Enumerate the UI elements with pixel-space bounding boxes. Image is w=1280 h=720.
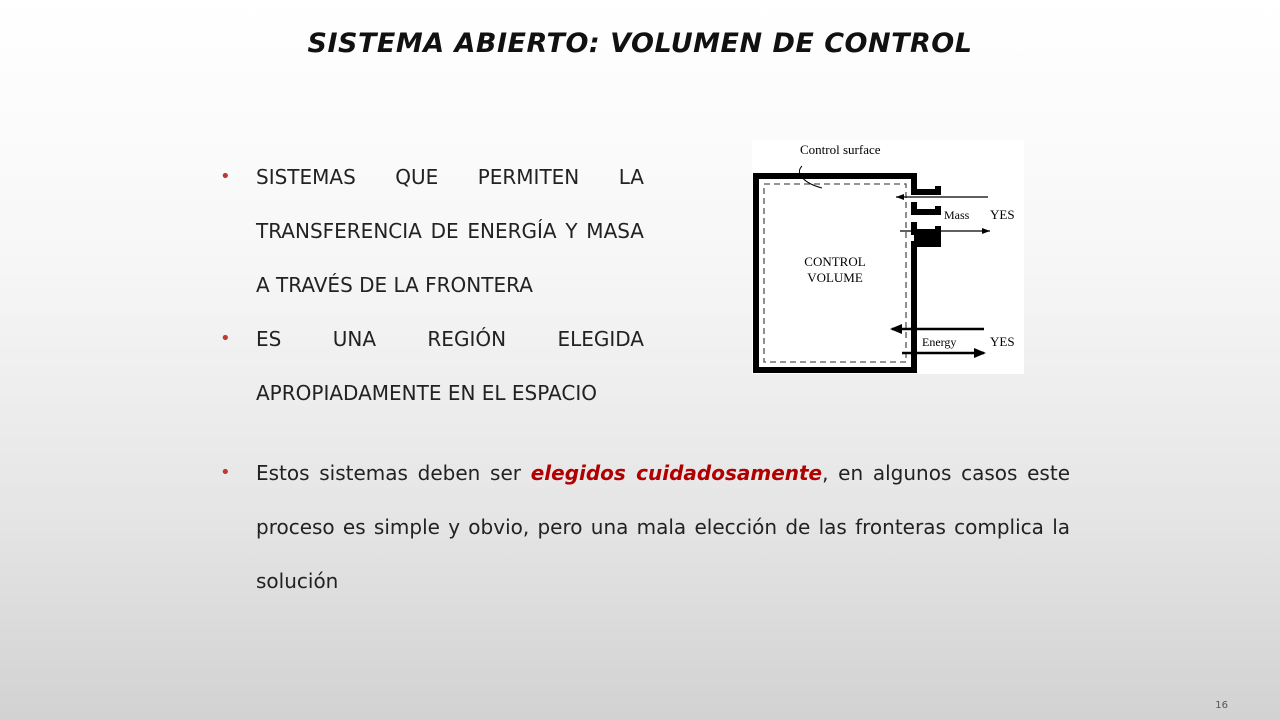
mass-answer: YES [990, 207, 1015, 222]
control-volume-label-2: VOLUME [807, 270, 863, 285]
bullet-text-3-after: , en algunos casos este proceso es simple y obvio, pero una mala elección de las fronteras complica la solución [256, 461, 1070, 593]
mass-label: Mass [944, 208, 970, 222]
energy-answer: YES [990, 334, 1015, 349]
bullet-text-3-emphasis: elegidos cuidadosamente [530, 461, 823, 485]
bullet-dot-icon: • [220, 328, 231, 349]
bullet-list-top [220, 150, 644, 420]
inlet-duct [914, 182, 938, 192]
control-volume-label-1: CONTROL [804, 254, 866, 269]
control-surface-label: Control surface [800, 142, 881, 157]
bullet-item-1 [220, 150, 644, 312]
slide-title: SISTEMA ABIERTO: VOLUMEN DE CONTROL [307, 28, 973, 59]
bullet-dot-icon: • [220, 166, 231, 187]
bullet-item-3 [220, 446, 1070, 608]
slide-number: 16 [1215, 700, 1228, 711]
outlet-duct-top [914, 202, 938, 212]
control-volume-diagram [752, 140, 1024, 374]
bullet-text-2: ES UNA REGIÓN ELEGIDA APROPIADAMENTE EN EL ESPACIO [256, 327, 644, 405]
bullet-text-1: SISTEMAS QUE PERMITEN LA TRANSFERENCIA DE ENERGÍA Y MASA A TRAVÉS DE LA FRONTERA [256, 165, 644, 297]
energy-label: Energy [922, 335, 957, 349]
bullet-item-2 [220, 312, 644, 420]
bullet-text-3-before: Estos sistemas deben ser [256, 461, 531, 485]
bullet-dot-icon: • [220, 462, 231, 483]
